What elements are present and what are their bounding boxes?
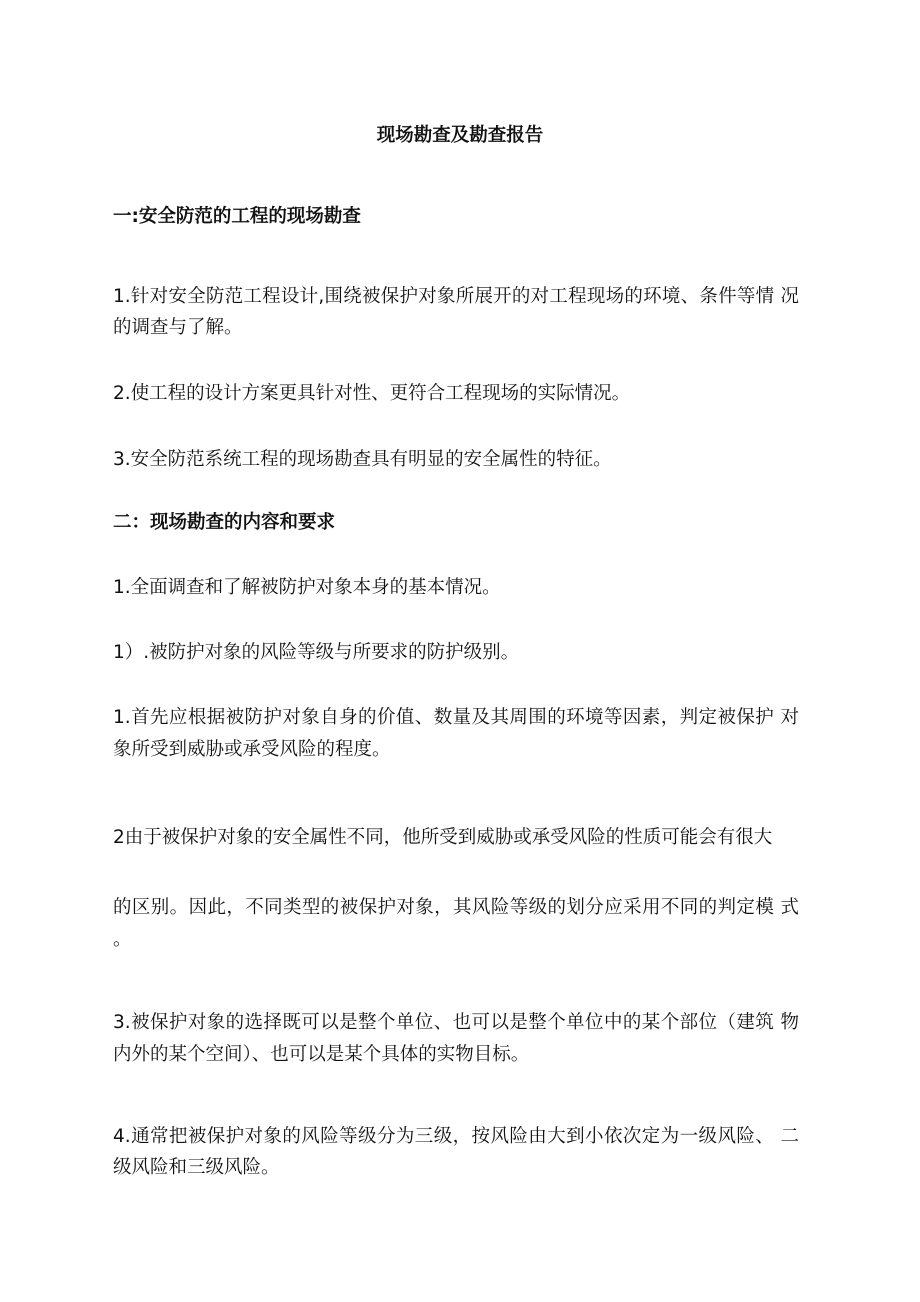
paragraph-line: 的区别。因此，不同类型的被保护对象，其风险等级的划分应采用不同的判定模 式	[113, 897, 799, 918]
paragraph-line: 。	[113, 929, 132, 950]
paragraph-line: 2.使工程的设计方案更具针对性、更符合工程现场的实际情况。	[113, 383, 631, 404]
paragraph-line: 级风险和三级风险。	[113, 1157, 280, 1178]
paragraph-line: 1.全面调查和了解被防护对象本身的基本情况。	[113, 577, 501, 598]
paragraph-line: 象所受到威胁或承受风险的程度。	[113, 739, 391, 760]
paragraph-line: 的调查与了解。	[113, 317, 243, 338]
paragraph-line: 3.被保护对象的选择既可以是整个单位、也可以是整个单位中的某个部位（建筑 物	[113, 1012, 799, 1033]
paragraph-line: 内外的某个空间）、也可以是某个具体的实物目标。	[113, 1044, 530, 1065]
section-heading: 一:安全防范的工程的现场勘查	[113, 206, 361, 227]
paragraph-line: 3.安全防范系统工程的现场勘查具有明显的安全属性的特征。	[113, 449, 612, 470]
paragraph-line: 1.针对安全防范工程设计,围绕被保护对象所展开的对工程现场的环境、条件等情 况	[113, 286, 799, 307]
page-title: 现场勘查及勘查报告	[376, 125, 544, 146]
paragraph-line: 1）.被防护对象的风险等级与所要求的防护级别。	[113, 642, 520, 663]
section-heading: 二：现场勘查的内容和要求	[113, 512, 336, 533]
paragraph-line: 4.通常把被保护对象的风险等级分为三级，按风险由大到小依次定为一级风险、 二	[113, 1126, 799, 1147]
paragraph-line: 1.首先应根据被防护对象自身的价值、数量及其周围的环境等因素，判定被保护 对	[113, 707, 799, 728]
paragraph-line: 2由于被保护对象的安全属性不同，他所受到威胁或承受风险的性质可能会有很大	[113, 827, 773, 848]
